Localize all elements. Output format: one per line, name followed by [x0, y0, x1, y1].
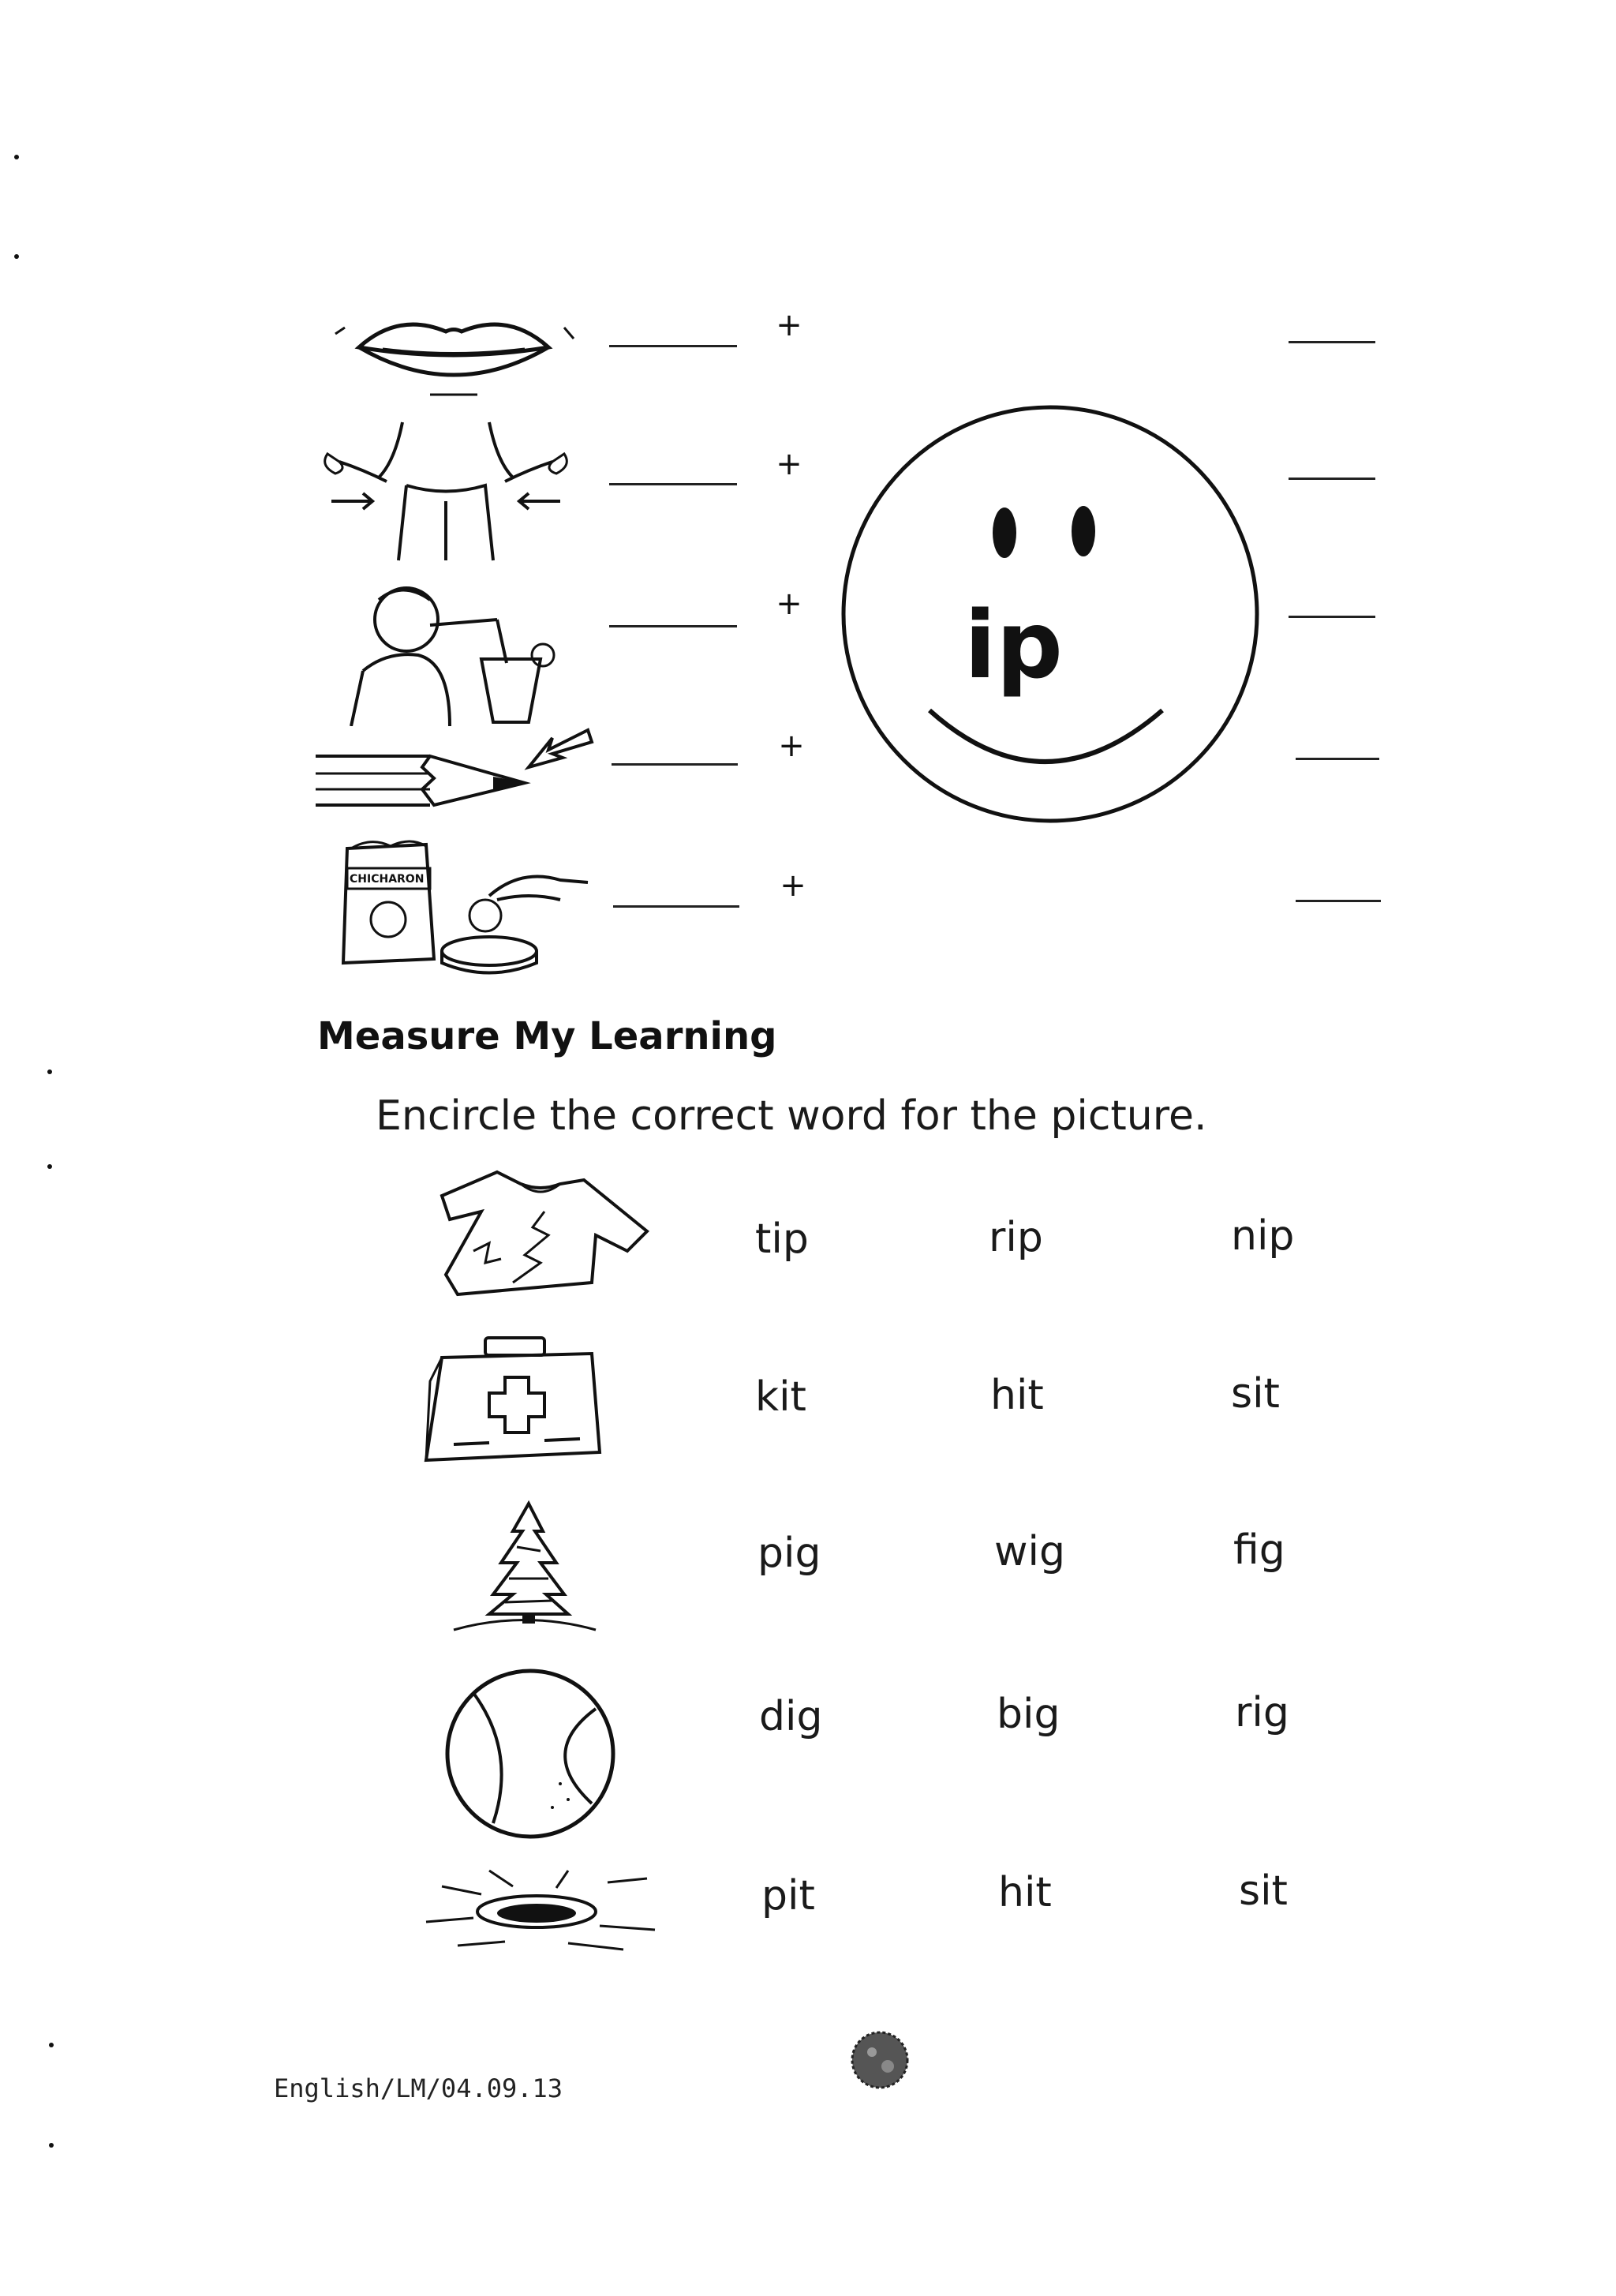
section-heading: Measure My Learning	[317, 1014, 777, 1058]
word-choice-tip[interactable]: tip	[755, 1215, 809, 1263]
word-ending-ip: ip	[964, 590, 1063, 699]
footer-code: English/LM/04.09.13	[274, 2073, 563, 2103]
word-choice-wig[interactable]: wig	[994, 1528, 1065, 1575]
scan-speck	[47, 1069, 52, 1074]
scan-speck	[14, 155, 19, 159]
onset-blank-5[interactable]	[613, 905, 739, 908]
word-choice-rip[interactable]: rip	[989, 1214, 1043, 1261]
first-aid-kit-picture	[418, 1334, 604, 1472]
fir-tree-picture	[450, 1500, 600, 1634]
word-choice-dig[interactable]: dig	[759, 1693, 823, 1740]
plus-sign-2: +	[776, 446, 802, 482]
onset-blank-4[interactable]	[612, 763, 738, 766]
scan-speck	[14, 254, 19, 259]
pit-hole-picture	[410, 1839, 663, 1965]
lips-picture	[327, 304, 580, 403]
word-choice-hit-2[interactable]: hit	[998, 1869, 1052, 1916]
plus-sign-4: +	[778, 728, 805, 764]
plus-sign-5: +	[780, 867, 806, 904]
scan-speck	[49, 2143, 54, 2148]
sip-picture	[331, 576, 568, 726]
word-blank-1[interactable]	[1289, 341, 1375, 343]
onset-blank-2[interactable]	[609, 483, 737, 485]
word-choice-rig[interactable]: rig	[1235, 1689, 1289, 1736]
word-blank-4[interactable]	[1296, 758, 1379, 760]
word-choice-sit[interactable]: sit	[1231, 1370, 1280, 1418]
word-choice-hit[interactable]: hit	[990, 1372, 1044, 1419]
chip-picture	[324, 837, 592, 975]
page-number-seal-icon	[848, 2028, 911, 2092]
word-choice-sit-2[interactable]: sit	[1239, 1867, 1288, 1915]
scan-speck	[49, 2043, 54, 2047]
pencil-tip-picture	[312, 726, 596, 817]
instruction-text: Encircle the correct word for the picture.	[376, 1092, 1207, 1140]
chicharon-label: CHICHARON	[350, 873, 425, 886]
plus-sign-1: +	[776, 307, 802, 343]
onset-blank-3[interactable]	[609, 625, 737, 627]
scan-speck	[47, 1164, 52, 1169]
word-choice-big[interactable]: big	[997, 1691, 1060, 1738]
word-choice-nip[interactable]: nip	[1231, 1212, 1295, 1260]
word-choice-pit[interactable]: pit	[761, 1872, 815, 1920]
word-blank-5[interactable]	[1296, 900, 1381, 902]
hips-picture	[316, 406, 576, 564]
word-blank-3[interactable]	[1289, 616, 1375, 618]
word-choice-kit[interactable]: kit	[755, 1373, 806, 1421]
word-choice-pig[interactable]: pig	[758, 1530, 821, 1577]
plus-sign-3: +	[776, 586, 802, 622]
ball-picture	[442, 1665, 619, 1843]
word-choice-fig[interactable]: fig	[1233, 1526, 1285, 1574]
onset-blank-1[interactable]	[609, 345, 737, 347]
word-blank-2[interactable]	[1289, 478, 1375, 480]
torn-shirt-picture	[426, 1164, 655, 1302]
